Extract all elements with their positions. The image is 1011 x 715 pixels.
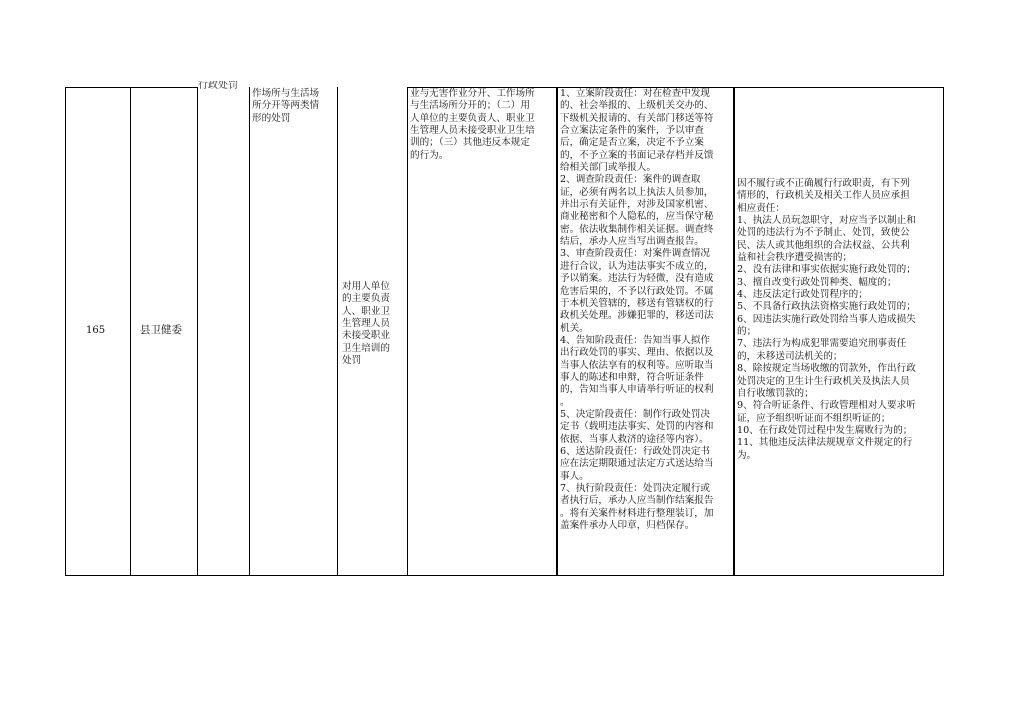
accountability-line: 证，应予组织听证而不组织听证的；	[737, 412, 891, 424]
responsibility-line: 政机关处理。涉嫌犯罪的，移送司法	[560, 310, 714, 322]
accountability-line: 9、符合听证条件、行政管理相对人要求听	[737, 400, 916, 412]
responsibility-line: 3、审查阶段责任：对案件调查情况	[560, 248, 711, 260]
category-fragment: 行政处罚	[198, 81, 238, 89]
sub-item-line: 的主要负责	[342, 293, 390, 305]
responsibility-line: 给相关部门或举报人。	[560, 162, 656, 174]
responsibility-line: 下级机关报请的、有关部门移送等符	[560, 112, 714, 124]
accountability-line: 的，未移送司法机关的；	[737, 350, 843, 362]
responsibility-line: 6、送达阶段责任：行政处罚决定书	[560, 445, 711, 457]
responsibility-line: 定书（载明违法事实、处罚的内容和	[560, 421, 714, 433]
accountability-line: 4、违反法定行政处罚程序的；	[737, 289, 868, 301]
sub-item-line: 对用人单位	[342, 281, 390, 292]
item-line: 所分开等两类情	[252, 100, 320, 112]
accountability-line: 1、执法人员玩忽职守，对应当予以制止和	[737, 215, 916, 227]
responsibility-line: 依据、当事人救济的途径等内容）。	[560, 433, 709, 445]
accountability-line: 5、不具备行政执法资格实施行政处罚的；	[737, 301, 916, 313]
col-line-6	[407, 87, 408, 576]
accountability-line: 相应责任：	[737, 202, 785, 214]
responsibility-line: 者执行后，承办人应当制作结案报告	[560, 495, 714, 507]
responsibility-line: 1、立案阶段责任：对在检查中发现	[560, 88, 711, 99]
sub-item-line: 未接受职业	[342, 330, 390, 342]
responsibility-line: 合立案法定条件的案件，予以审查	[560, 125, 704, 137]
legal-basis-cell	[410, 88, 555, 162]
accountability-line: 为。	[737, 449, 757, 461]
accountability-line: 11、其他违反法律法规规章文件规定的行	[737, 437, 913, 449]
responsibility-line: 的，告知当事人申请举行听证的权利	[560, 384, 714, 396]
sub-item-line: 人、职业卫	[342, 305, 390, 317]
responsibility-line: 事人的陈述和申辩，符合听证条件	[560, 371, 704, 383]
responsibility-line: 危害后果的，不予以行政处罚。不属	[560, 285, 714, 297]
responsibility-line: 的、社会举报的、上级机关交办的、	[560, 100, 714, 112]
responsibility-cell	[560, 88, 733, 532]
responsibility-line: 7、执行阶段责任：处罚决定履行或	[560, 483, 711, 494]
responsibility-line: 5、决定阶段责任：制作行政处罚决	[560, 408, 711, 420]
sub-item-cell	[342, 281, 406, 367]
responsibility-line: 于本机关管辖的，移送有管辖权的行	[560, 297, 714, 309]
responsibility-line: 后，确定是否立案，决定不予立案	[560, 137, 704, 149]
accountability-line: 自行收缴罚款的；	[737, 387, 814, 399]
col-line-3	[197, 87, 198, 576]
responsibility-line: 应在法定期限通过法定方式送达给当	[560, 458, 714, 470]
col-line-4	[249, 87, 250, 576]
responsibility-line: 2、调查阶段责任：案件的调查取	[560, 174, 701, 186]
basis-line: 人单位的主要负责人、职业卫	[410, 112, 535, 124]
accountability-line: 7、违法行为构成犯罪需要追究刑事责任	[737, 338, 907, 350]
responsibility-line: 当事人依法享有的权利等。应听取当	[560, 359, 714, 371]
col-line-9	[943, 87, 944, 576]
basis-line: 的行为。	[410, 149, 449, 161]
accountability-line: 益和社会秩序遭受损害的；	[737, 252, 853, 264]
accountability-cell	[737, 178, 942, 462]
accountability-line: 8、除按规定当场收缴的罚款外，作出行政	[737, 363, 916, 375]
responsibility-line: 密。依法收集制作相关证据。调查终	[560, 223, 714, 235]
item-line: 作场所与生活场	[252, 88, 320, 99]
responsibility-line: 商业秘密和个人隐私的，应当保守秘	[560, 211, 714, 223]
accountability-line: 的；	[737, 326, 757, 338]
sub-item-line: 生管理人员	[342, 318, 390, 330]
item-name-cell	[252, 88, 336, 125]
item-line: 形的处罚	[252, 112, 291, 124]
col-line-1	[65, 87, 66, 576]
col-line-2	[130, 87, 131, 576]
row-index: 165	[86, 325, 106, 336]
accountability-line: 10、在行政处罚过程中发生腐败行为的；	[737, 424, 913, 436]
responsibility-line: 4、告知阶段责任：告知当事人拟作	[560, 334, 711, 346]
responsibility-line: 的，不予立案的书面记录存档并反馈	[560, 149, 714, 161]
responsibility-line: 结后，承办人应当写出调查报告。	[560, 236, 704, 248]
col-line-7	[556, 87, 558, 576]
responsibility-line: 。将有关案件材料进行整理装订，加	[560, 507, 714, 519]
sub-item-line: 处罚	[342, 355, 362, 367]
responsibility-line: 。	[560, 396, 570, 408]
basis-line: 生管理人员未接受职业卫生培	[410, 125, 535, 137]
col-line-5	[337, 87, 338, 576]
accountability-line: 2、没有法律和事实依据实施行政处罚的；	[737, 264, 916, 276]
basis-line: 与生活场所分开的；（二）用	[410, 100, 530, 112]
col-line-8	[733, 87, 735, 576]
row-top-border-left	[65, 87, 197, 88]
accountability-line: 民、法人或其他组织的合法权益、公共利	[737, 239, 910, 251]
accountability-line: 因不履行或不正确履行行政职责，有下列	[737, 178, 910, 189]
responsibility-line: 进行合议，认为违法事实不成立的，	[560, 260, 714, 272]
responsibility-line: 事人。	[560, 470, 589, 482]
accountability-line: 3、擅自改变行政处罚种类、幅度的；	[737, 276, 897, 288]
responsibility-line: 予以销案。违法行为轻微，没有造成	[560, 273, 714, 285]
sub-item-line: 卫生培训的	[342, 342, 390, 354]
accountability-line: 6、因违法实施行政处罚给当事人造成损失	[737, 313, 916, 325]
responsibility-line: 机关。	[560, 322, 589, 334]
responsibility-line: 出行政处罚的事实、理由、依据以及	[560, 347, 714, 359]
accountability-line: 情形的，行政机关及相关工作人员应承担	[737, 190, 910, 202]
accountability-line: 处罚的违法行为不予制止、处罚，致使公	[737, 227, 910, 239]
responsibility-line: 并出示有关证件，对涉及国家机密、	[560, 199, 714, 211]
responsibility-line: 证，必须有两名以上执法人员参加，	[560, 186, 714, 198]
responsibility-line: 盖案件承办人印章，归档保存。	[560, 520, 695, 532]
basis-line: 业与无害作业分开、工作场所	[410, 88, 535, 99]
basis-line: 训的；（三）其他违反本规定	[410, 137, 530, 149]
department-cell: 县卫健委	[140, 324, 182, 336]
accountability-line: 处罚决定的卫生计生行政机关及执法人员	[737, 375, 910, 387]
